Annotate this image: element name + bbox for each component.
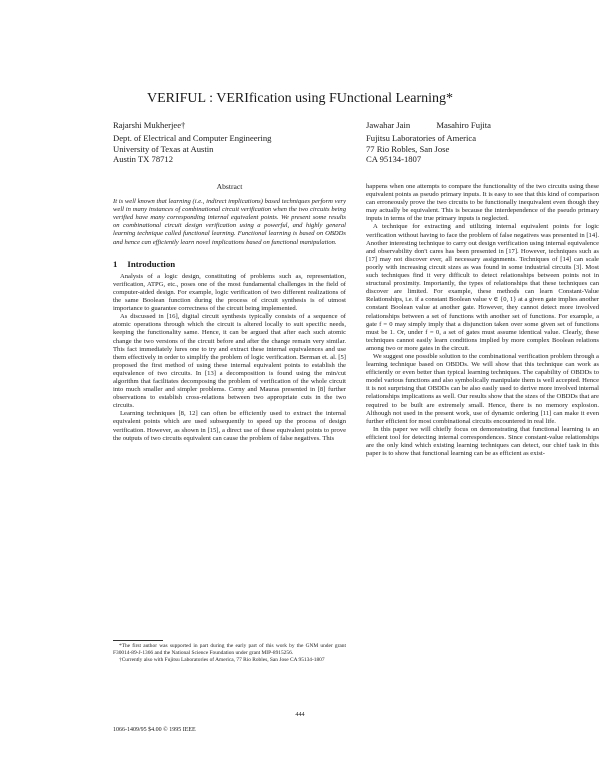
section-heading (113, 260, 346, 268)
footnote: †Currently also with Fujitsu Laboratories of America, 77 Rio Robles, San Jose CA 95134-1807 (119, 657, 325, 663)
page-number: 444 (295, 711, 305, 718)
affiliation-line: Dept. of Electrical and Computer Engineering (113, 133, 272, 144)
author-block-right (366, 120, 491, 165)
section-number: 1 (113, 258, 118, 269)
body-paragraph: Analysis of a logic design, constituting of problems such as, representation, verification, ATPG, etc., poses one of the most fundamental challenges in the field of computer-aided design. For example, logic verification of two different realizations of the same Boolean function during the process of circuit synthesis is of utmost importance to guarantee correctness of the circuit being implemented. (113, 272, 346, 313)
author-name-middle: Jawahar Jain (366, 120, 411, 130)
affiliation-line: CA 95134-1807 (366, 154, 422, 165)
author-block-left (113, 120, 271, 165)
footnotes (113, 643, 346, 664)
body-paragraph: happens when one attempts to compare the functionality of the two circuits using these equivalent points as pseudo primary inputs. It is easy to see that this kind of comparison can erroneously prove the two circuits to be functionally inequivalent even though they may actually be equivalent. This is because the interdependence of the pseudo primary inputs in terms of the true primary inputs is neglected. (366, 183, 599, 223)
affiliation-line: 77 Rio Robles, San Jose (366, 143, 450, 154)
paper-title: VERIFUL : VERIfication using FUnctional Learning* (146, 91, 453, 106)
body-paragraph: As discussed in [16], digital circuit synthesis typically consists of a sequence of atomic operations through which the circuit is altered locally to suit specific needs, keeping the functionality same. Hence, it can be argued that after each such atomic change the two versions of the circuit before and after the change remain very similar. This fact immediately lures one to try and extract these internal equivalences and use them effectively in order to simplify the problem of logic verification. Berman et. al. [5] proposed the first method of using these internal equivalent points to establish the equivalence of two circuits. In [13] a decomposition is found using the min/cut algorithm that facilitates decomposing the problem of verification of the whole circuit into much smaller and simpler problems. Cerny and Mauras presented in [8] further observations to establish cross-relations between two appropriate cuts in the two circuits. (113, 313, 346, 410)
body-paragraph: A technique for extracting and utilizing internal equivalent points for logic verification without having to face the problem of false negatives was presented in [14]. Another interesting technique to carry out design verification using internal equivalence and observability don't cares has been presented in [17]. However, techniques such as [17] may not discover ever, all necessary assignments. Techniques of [14] can scale poorly with increasing circuit sizes as was found in some industrial circuits [3]. Most such techniques find it very difficult to detect relationships between points not in structural proximity. Importantly, the types of relationships that these techniques can discover are limited. For example, these methods can learn Constant-Value Relationships, i.e. if a constant Boolean value v ∈ {0, 1} at a given gate implies another constant Boolean value at another gate. However, they cannot detect more involved relationships between a set of functions with another set of functions. For example, a gate f = 0 may simply imply that a disjunction taken over some given set of functions must be 1. Or, under f = 0, a set of gates must assume identical value. Clearly, these techniques cannot easily learn conditions implied by more complex Boolean relations among two or more gates in the circuit. (366, 223, 599, 352)
author-name-left: Rajarshi Mukherjee† (113, 120, 186, 130)
footnote: *The first author was supported in part during the early part of this work by the GNM under grant F30014-89-J-1366 and the National Science Foundation under grant MIP-8915256. (113, 643, 346, 656)
footnote-rule (113, 640, 163, 641)
right-column (366, 183, 599, 458)
affiliation-line: Austin TX 78712 (113, 154, 174, 165)
copyright-line: 1066-1409/95 $4.00 © 1995 IEEE (113, 727, 196, 733)
affiliation-line: University of Texas at Austin (113, 143, 214, 154)
abstract-heading: Abstract (216, 182, 243, 191)
abstract-text: It is well known that learning (i.e., indirect implications) based techniques perform very well in many instances of combinational circuit verification when the two circuits being verified have many corresponding internal equivalent points. We present some results on combinational circuit design verification using a powerful, and highly general learning technique called functional learning. Functional learning is based on OBDDs and hence can efficiently learn novel implications based on functional manipulation. (113, 198, 346, 246)
body-paragraph: Learning techniques [8, 12] can often be efficiently used to extract the internal equivalent points which are used subsequently to speed up the process of design verification. However, as shown in [15], a direct use of these equivalent points to prove the outputs of two circuits equivalent can cause the problem of false negatives. This (113, 410, 346, 442)
author-name-right: Masahiro Fujita (436, 120, 491, 130)
section-title: Introduction (127, 258, 176, 269)
affiliation-line: Fujitsu Laboratories of America (366, 133, 477, 144)
body-paragraph: In this paper we will chiefly focus on demonstrating that functional learning is an efficient tool for detecting internal correspondences. Since constant-value relationships are the only kind which existing learning techniques can detect, our chief task in this paper is to show that functional learning can be as efficient as exist- (366, 425, 599, 458)
left-column (113, 183, 346, 443)
body-paragraph: We suggest one possible solution to the combinational verification problem through a learning technique based on OBDDs. We will show that this technique can work as efficiently or even better than typical learning techniques. The capability of OBDDs to model various functions and also symbolically manipulate them is well accepted. Hence it is not surprising that OBDDs can be also easily used to derive more involved internal relationships implications as well. Our results show that the sizes of the OBDDs that are required to be built are extremely small. Hence, there is no memory explosion. Although not used in the present work, use of dynamic ordering [11] can make it even further efficient for most combinational circuits encountered in real life. (366, 352, 599, 425)
